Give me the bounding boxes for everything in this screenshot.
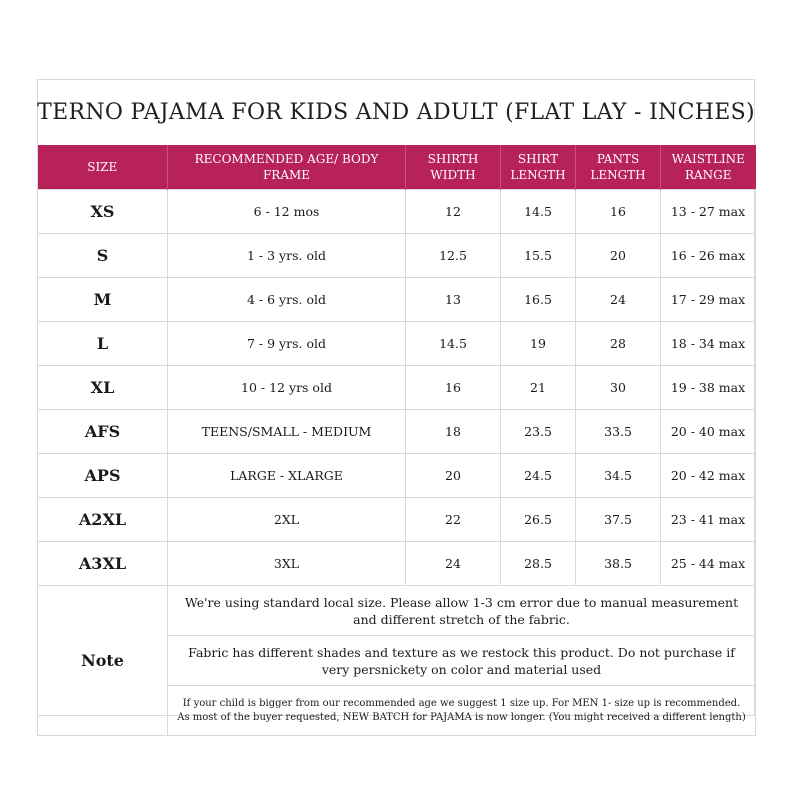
age-cell: 4 - 6 yrs. old bbox=[168, 278, 406, 322]
note-label: Note bbox=[38, 586, 168, 736]
size-chart-table bbox=[37, 145, 756, 736]
size-cell: L bbox=[38, 322, 168, 366]
waistline-cell: 17 - 29 max bbox=[661, 278, 756, 322]
waistline-cell: 23 - 41 max bbox=[661, 498, 756, 542]
shirt-width-cell: 13 bbox=[406, 278, 501, 322]
pants-length-cell: 33.5 bbox=[576, 410, 661, 454]
age-cell: 1 - 3 yrs. old bbox=[168, 234, 406, 278]
age-cell: 6 - 12 mos bbox=[168, 190, 406, 234]
size-cell: M bbox=[38, 278, 168, 322]
shirt-width-cell: 22 bbox=[406, 498, 501, 542]
size-cell: APS bbox=[38, 454, 168, 498]
pants-length-cell: 28 bbox=[576, 322, 661, 366]
table-row bbox=[38, 234, 756, 278]
waistline-cell: 13 - 27 max bbox=[661, 190, 756, 234]
shirt-width-cell: 14.5 bbox=[406, 322, 501, 366]
size-cell: A2XL bbox=[38, 498, 168, 542]
shirt-length-cell: 14.5 bbox=[501, 190, 576, 234]
age-cell: 2XL bbox=[168, 498, 406, 542]
waistline-cell: 25 - 44 max bbox=[661, 542, 756, 586]
waistline-cell: 16 - 26 max bbox=[661, 234, 756, 278]
table-row bbox=[38, 322, 756, 366]
header-row bbox=[38, 145, 756, 190]
pants-length-cell: 20 bbox=[576, 234, 661, 278]
table-row bbox=[38, 454, 756, 498]
shirt-width-cell: 24 bbox=[406, 542, 501, 586]
note-text-1: We're using standard local size. Please allow 1-3 cm error due to manual measurement and different stretch of the fabric. bbox=[168, 586, 756, 636]
pants-length-cell: 24 bbox=[576, 278, 661, 322]
header-shirt-length: SHIRT LENGTH bbox=[501, 145, 576, 190]
note-row bbox=[38, 586, 756, 636]
shirt-width-cell: 16 bbox=[406, 366, 501, 410]
header-pants-length: PANTS LENGTH bbox=[576, 145, 661, 190]
pants-length-cell: 37.5 bbox=[576, 498, 661, 542]
header-size: SIZE bbox=[38, 145, 168, 190]
size-cell: AFS bbox=[38, 410, 168, 454]
note-text-3: If your child is bigger from our recommended age we suggest 1 size up. For MEN 1- size up is recommended. As most of the buyer requested, NEW BATCH for PAJAMA is now longer. (You might received a different length) bbox=[168, 686, 756, 736]
pants-length-cell: 16 bbox=[576, 190, 661, 234]
pants-length-cell: 38.5 bbox=[576, 542, 661, 586]
shirt-length-cell: 21 bbox=[501, 366, 576, 410]
chart-title: TERNO PAJAMA FOR KIDS AND ADULT (FLAT LAY - INCHES) bbox=[37, 99, 755, 125]
table-row bbox=[38, 410, 756, 454]
size-cell: S bbox=[38, 234, 168, 278]
table-row bbox=[38, 542, 756, 586]
shirt-width-cell: 18 bbox=[406, 410, 501, 454]
shirt-width-cell: 12 bbox=[406, 190, 501, 234]
shirt-width-cell: 20 bbox=[406, 454, 501, 498]
table-row bbox=[38, 278, 756, 322]
table-row bbox=[38, 366, 756, 410]
shirt-length-cell: 15.5 bbox=[501, 234, 576, 278]
age-cell: LARGE - XLARGE bbox=[168, 454, 406, 498]
shirt-length-cell: 16.5 bbox=[501, 278, 576, 322]
size-cell: A3XL bbox=[38, 542, 168, 586]
table-row bbox=[38, 190, 756, 234]
age-cell: TEENS/SMALL - MEDIUM bbox=[168, 410, 406, 454]
note-text-2: Fabric has different shades and texture as we restock this product. Do not purchase if very persnickety on color and material used bbox=[168, 636, 756, 686]
age-cell: 7 - 9 yrs. old bbox=[168, 322, 406, 366]
waistline-cell: 20 - 42 max bbox=[661, 454, 756, 498]
header-shirt-width: SHIRTH WIDTH bbox=[406, 145, 501, 190]
header-age: RECOMMENDED AGE/ BODY FRAME bbox=[168, 145, 406, 190]
shirt-width-cell: 12.5 bbox=[406, 234, 501, 278]
waistline-cell: 19 - 38 max bbox=[661, 366, 756, 410]
waistline-cell: 18 - 34 max bbox=[661, 322, 756, 366]
shirt-length-cell: 19 bbox=[501, 322, 576, 366]
size-cell: XL bbox=[38, 366, 168, 410]
header-waistline: WAISTLINE RANGE bbox=[661, 145, 756, 190]
age-cell: 3XL bbox=[168, 542, 406, 586]
pants-length-cell: 30 bbox=[576, 366, 661, 410]
shirt-length-cell: 23.5 bbox=[501, 410, 576, 454]
waistline-cell: 20 - 40 max bbox=[661, 410, 756, 454]
size-cell: XS bbox=[38, 190, 168, 234]
pants-length-cell: 34.5 bbox=[576, 454, 661, 498]
table-row bbox=[38, 498, 756, 542]
age-cell: 10 - 12 yrs old bbox=[168, 366, 406, 410]
shirt-length-cell: 26.5 bbox=[501, 498, 576, 542]
shirt-length-cell: 28.5 bbox=[501, 542, 576, 586]
shirt-length-cell: 24.5 bbox=[501, 454, 576, 498]
